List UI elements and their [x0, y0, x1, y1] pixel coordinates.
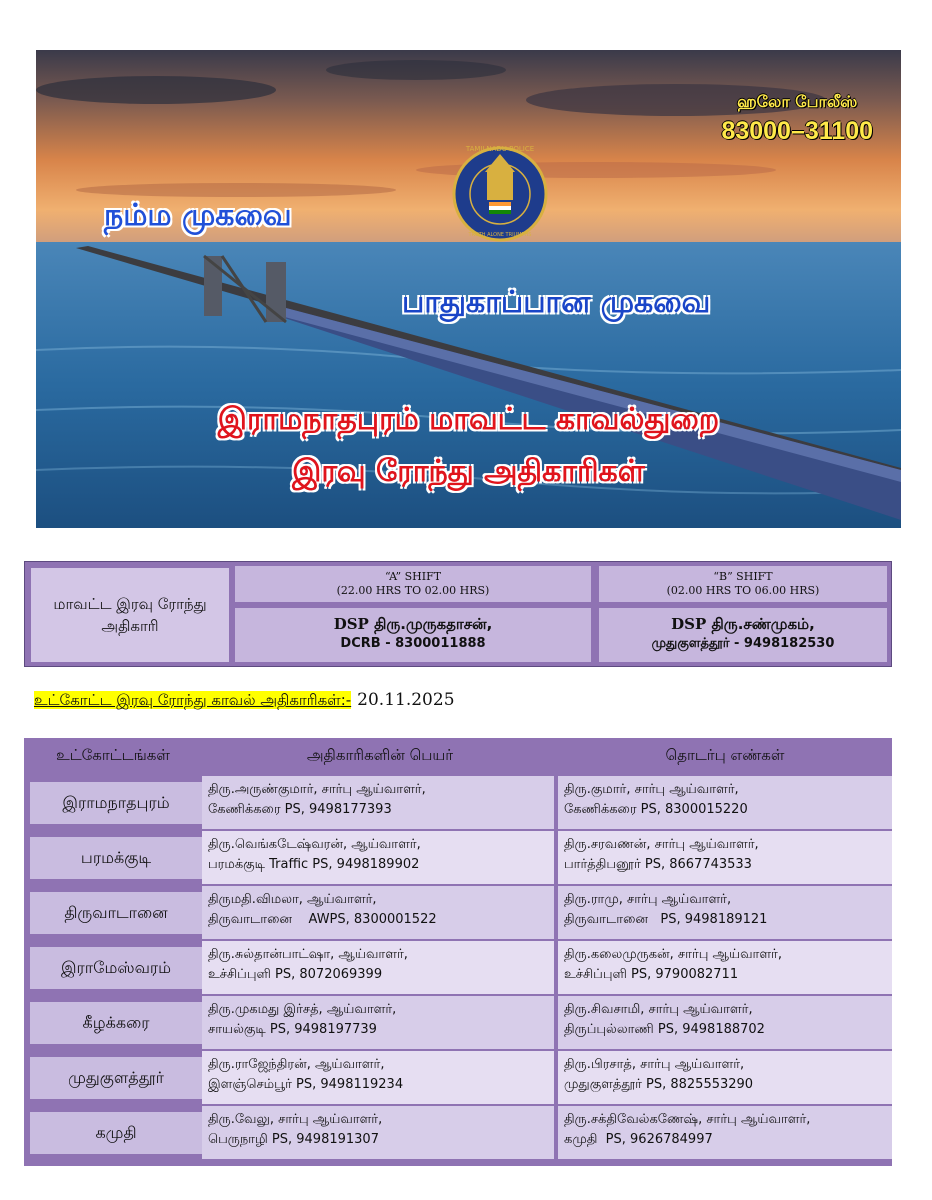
hello-police-number: 83000–31100	[721, 117, 873, 145]
contact-line-2: திருப்புல்லாணி PS, 9498188702	[564, 1022, 765, 1037]
shift-a-title: “A” SHIFT	[384, 570, 442, 583]
officer-line-2: உச்சிப்புளி PS, 8072069399	[208, 967, 383, 982]
table-row	[24, 996, 892, 1049]
emblem-top-text: TAMILNADU POLICE	[465, 145, 535, 153]
banner-title-line-1: இராமநாதபுரம் மாவட்ட காவல்துறை	[217, 402, 720, 437]
officer-line-2: பரமக்குடி Traffic PS, 9498189902	[208, 857, 420, 872]
shift-a-officer	[235, 608, 591, 662]
officer-line-2: திருவாடானை AWPS, 8300001522	[208, 912, 437, 927]
col-header-contact: தொடர்பு எண்கள்	[665, 746, 785, 764]
contact-line-2: கேணிக்கரை PS, 8300015220	[564, 802, 748, 817]
col-header-officer: அதிகாரிகளின் பெயர்	[306, 746, 454, 764]
contact-line-1: திரு.ராமு, சார்பு ஆய்வாளர்,	[564, 892, 732, 907]
shift-b-hours: (02.00 HRS TO 06.00 HRS)	[666, 584, 820, 597]
hello-police-box	[721, 92, 873, 146]
contact-cell	[558, 831, 892, 884]
contact-line-1: திரு.சக்திவேல்கணேஷ், சார்பு ஆய்வாளர்,	[564, 1112, 811, 1127]
subdivision-heading-label	[34, 691, 351, 709]
subdivision-cell: இராமநாதபுரம்	[30, 782, 202, 824]
officer-cell	[202, 1051, 554, 1104]
contact-line-1: திரு.பிரசாத், சார்பு ஆய்வாளர்,	[564, 1057, 745, 1072]
slogan-line-2: பாதுகாப்பான முகவை	[402, 285, 711, 320]
officer-line-1: திரு.அருண்குமார், சார்பு ஆய்வாளர்,	[208, 782, 426, 797]
officer-cell	[202, 996, 554, 1049]
shift-a-name: திரு.முருகதாசன்,	[374, 615, 493, 633]
subdivision-cell: கீழக்கரை	[30, 1002, 202, 1044]
contact-cell	[558, 996, 892, 1049]
officer-line-2: இளஞ்செம்பூர் PS, 9498119234	[208, 1077, 404, 1092]
shift-b-detail: முதுகுளத்தூர் - 9498182530	[651, 636, 835, 651]
officer-line-1: திருமதி.விமலா, ஆய்வாளர்,	[208, 892, 377, 907]
table-row	[24, 941, 892, 994]
contact-cell	[558, 886, 892, 939]
contact-line-1: திரு.சிவசாமி, சார்பு ஆய்வாளர்,	[564, 1002, 753, 1017]
officer-line-1: திரு.வேலு, சார்பு ஆய்வாளர்,	[208, 1112, 383, 1127]
shift-b-title: “B” SHIFT	[713, 570, 773, 583]
officer-cell	[202, 886, 554, 939]
report-date: 20.11.2025	[357, 690, 455, 710]
shift-b-header	[599, 566, 887, 602]
emblem-bottom-text: TRUTH ALONE TRIUMPHS	[468, 232, 532, 238]
contact-line-1: திரு.சரவணன், சார்பு ஆய்வாளர்,	[564, 837, 759, 852]
contact-line-2: உச்சிப்புளி PS, 9790082711	[564, 967, 739, 982]
subdivision-cell: முதுகுளத்தூர்	[30, 1057, 202, 1099]
officer-cell	[202, 1106, 554, 1159]
contact-cell	[558, 1106, 892, 1159]
table-row	[24, 1106, 892, 1159]
contact-cell	[558, 1051, 892, 1104]
table-row	[24, 776, 892, 829]
officer-line-1: திரு.ராஜேந்திரன், ஆய்வாளர்,	[208, 1057, 385, 1072]
col-header-subdivision: உட்கோட்டங்கள்	[56, 746, 170, 764]
shift-b-officer	[599, 608, 887, 662]
contact-line-2: கமுதி PS, 9626784997	[564, 1132, 713, 1147]
shift-a-header	[235, 566, 591, 602]
slogan-line-1: நம்ம முகவை	[104, 198, 292, 233]
shift-b-name: திரு.சண்முகம்,	[711, 615, 815, 633]
subdivision-heading-text: உட்கோட்ட இரவு ரோந்து காவல் அதிகாரிகள்	[34, 691, 341, 709]
officer-cell	[202, 776, 554, 829]
shift-a-rank: DSP	[333, 615, 369, 633]
shift-a-detail: DCRB - 8300011888	[340, 636, 486, 651]
header-banner	[36, 50, 901, 528]
subdivision-heading	[34, 690, 455, 711]
officer-line-2: கேணிக்கரை PS, 9498177393	[208, 802, 392, 817]
contact-line-1: திரு.குமார், சார்பு ஆய்வாளர்,	[564, 782, 739, 797]
contact-line-2: முதுகுளத்தூர் PS, 8825553290	[564, 1077, 754, 1092]
hello-police-label: ஹலோ போலீஸ்	[737, 92, 858, 111]
table-row	[24, 831, 892, 884]
contact-line-2: திருவாடானை PS, 9498189121	[564, 912, 768, 927]
tamilnadu-police-emblem	[451, 132, 549, 252]
officer-line-1: திரு.முகமது இர்சத், ஆய்வாளர்,	[208, 1002, 397, 1017]
subdivision-cell: இராமேஸ்வரம்	[30, 947, 202, 989]
contact-cell	[558, 776, 892, 829]
banner-title-line-2: இரவு ரோந்து அதிகாரிகள்	[292, 454, 645, 489]
shift-b-rank: DSP	[671, 615, 707, 633]
table-row	[24, 1051, 892, 1104]
subdivision-cell: கமுதி	[30, 1112, 202, 1154]
subdivision-heading-separator: :-	[340, 691, 352, 709]
contact-cell	[558, 941, 892, 994]
officer-line-2: சாயல்குடி PS, 9498197739	[208, 1022, 377, 1037]
contact-line-2: பார்த்திபனூர் PS, 8667743533	[564, 857, 752, 872]
officer-cell	[202, 941, 554, 994]
contact-line-1: திரு.கலைமுருகன், சார்பு ஆய்வாளர்,	[564, 947, 782, 962]
district-officer-label: மாவட்ட இரவு ரோந்து அதிகாரி	[31, 568, 229, 662]
officer-line-2: பெருநாழி PS, 9498191307	[208, 1132, 379, 1147]
officer-cell	[202, 831, 554, 884]
district-shift-table	[24, 561, 892, 667]
subdivision-cell: பரமக்குடி	[30, 837, 202, 879]
officer-line-1: திரு.வெங்கடேஷ்வரன், ஆய்வாளர்,	[208, 837, 421, 852]
officers-table	[24, 738, 892, 1166]
table-row	[24, 886, 892, 939]
shift-a-hours: (22.00 HRS TO 02.00 HRS)	[336, 584, 490, 597]
officer-line-1: திரு.சுல்தான்பாட்ஷா, ஆய்வாளர்,	[208, 947, 408, 962]
subdivision-cell: திருவாடானை	[30, 892, 202, 934]
